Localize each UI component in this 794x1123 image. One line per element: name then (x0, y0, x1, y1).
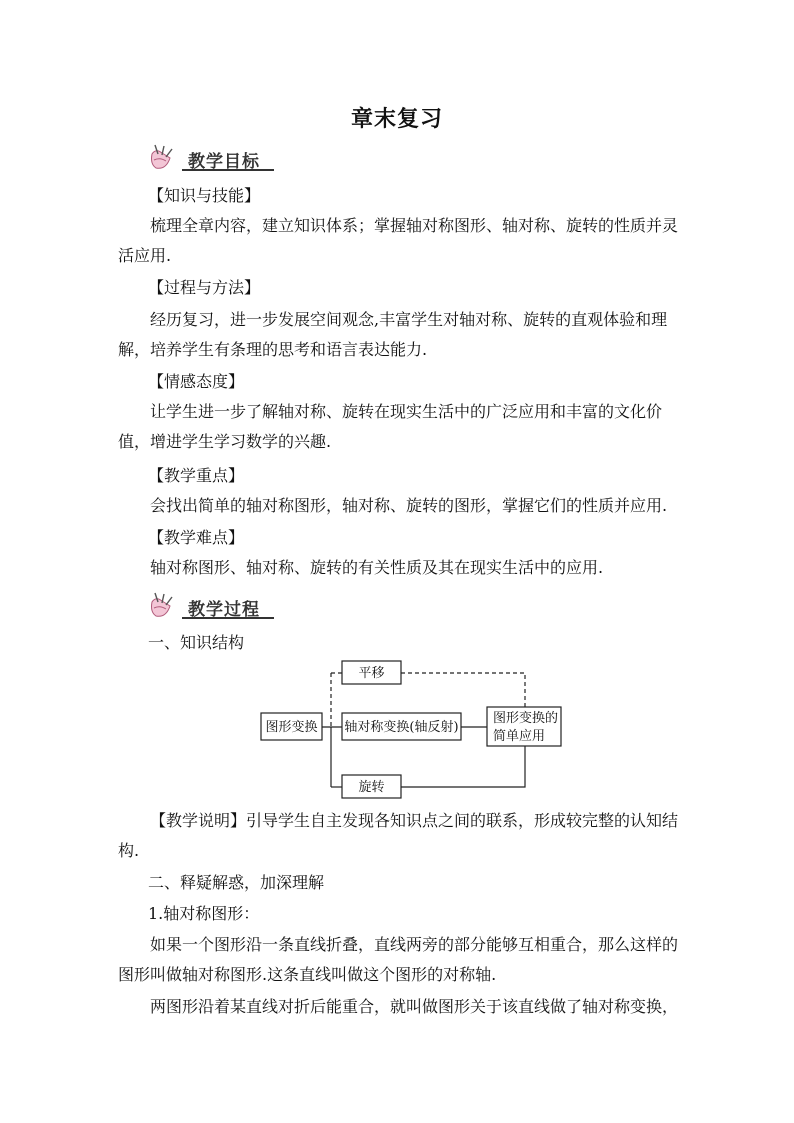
connector-dashed-translate-app (401, 673, 525, 707)
node-root-label: 图形变换 (265, 720, 318, 735)
node-translate-label: 平移 (358, 666, 385, 681)
knowledge-text: 梳理全章内容，建立知识体系；掌握轴对称图形、轴对称、旋转的性质并灵活应用. (118, 216, 679, 265)
key-heading: 【教学重点】 (148, 466, 245, 485)
method-heading: 【过程与方法】 (148, 278, 261, 297)
node-rotate-label: 旋转 (358, 780, 385, 795)
difficult-heading: 【教学难点】 (148, 528, 245, 547)
key-text: 会找出简单的轴对称图形，轴对称、旋转的图形，掌握它们的性质并应用. (150, 496, 668, 515)
item-axisymmetric-title: 1.轴对称图形： (148, 904, 260, 923)
section-clarification: 二、释疑解惑，加深理解 (148, 873, 325, 892)
page-title: 章末复习 (350, 106, 443, 132)
banner-label-goals: 教学目标 (188, 152, 260, 172)
banner-label-process: 教学过程 (188, 600, 260, 620)
emotion-heading: 【情感态度】 (148, 372, 245, 391)
section-knowledge-structure: 一、知识结构 (148, 633, 245, 652)
method-text: 经历复习，进一步发展空间观念,丰富学生对轴对称、旋转的直观体验和理解，培养学生有条理的思考和语言表达能力. (118, 310, 668, 359)
emotion-text: 让学生进一步了解轴对称、旋转在现实生活中的广泛应用和丰富的文化价值，增进学生学习数学的兴趣. (118, 402, 663, 451)
node-application-label-line1: 图形变换的 (493, 711, 559, 726)
teaching-note: 【教学说明】引导学生自主发现各知识点之间的联系，形成较完整的认知结构. (118, 811, 679, 860)
knowledge-heading: 【知识与技能】 (148, 186, 261, 205)
difficult-text: 轴对称图形、轴对称、旋转的有关性质及其在现实生活中的应用. (150, 558, 604, 577)
node-application-label-line2: 简单应用 (493, 729, 546, 744)
connector-rotate-app (401, 746, 525, 787)
node-reflect-label: 轴对称变换(轴反射) (344, 720, 459, 735)
item-axisymmetric-definition: 如果一个图形沿一条直线折叠，直线两旁的部分能够互相重合，那么这样的图形叫做轴对称图形.这条直线叫做这个图形的对称轴. (118, 935, 679, 984)
item-axisymmetric-transform: 两图形沿着某直线对折后能重合，就叫做图形关于该直线做了轴对称变换， (150, 997, 679, 1016)
